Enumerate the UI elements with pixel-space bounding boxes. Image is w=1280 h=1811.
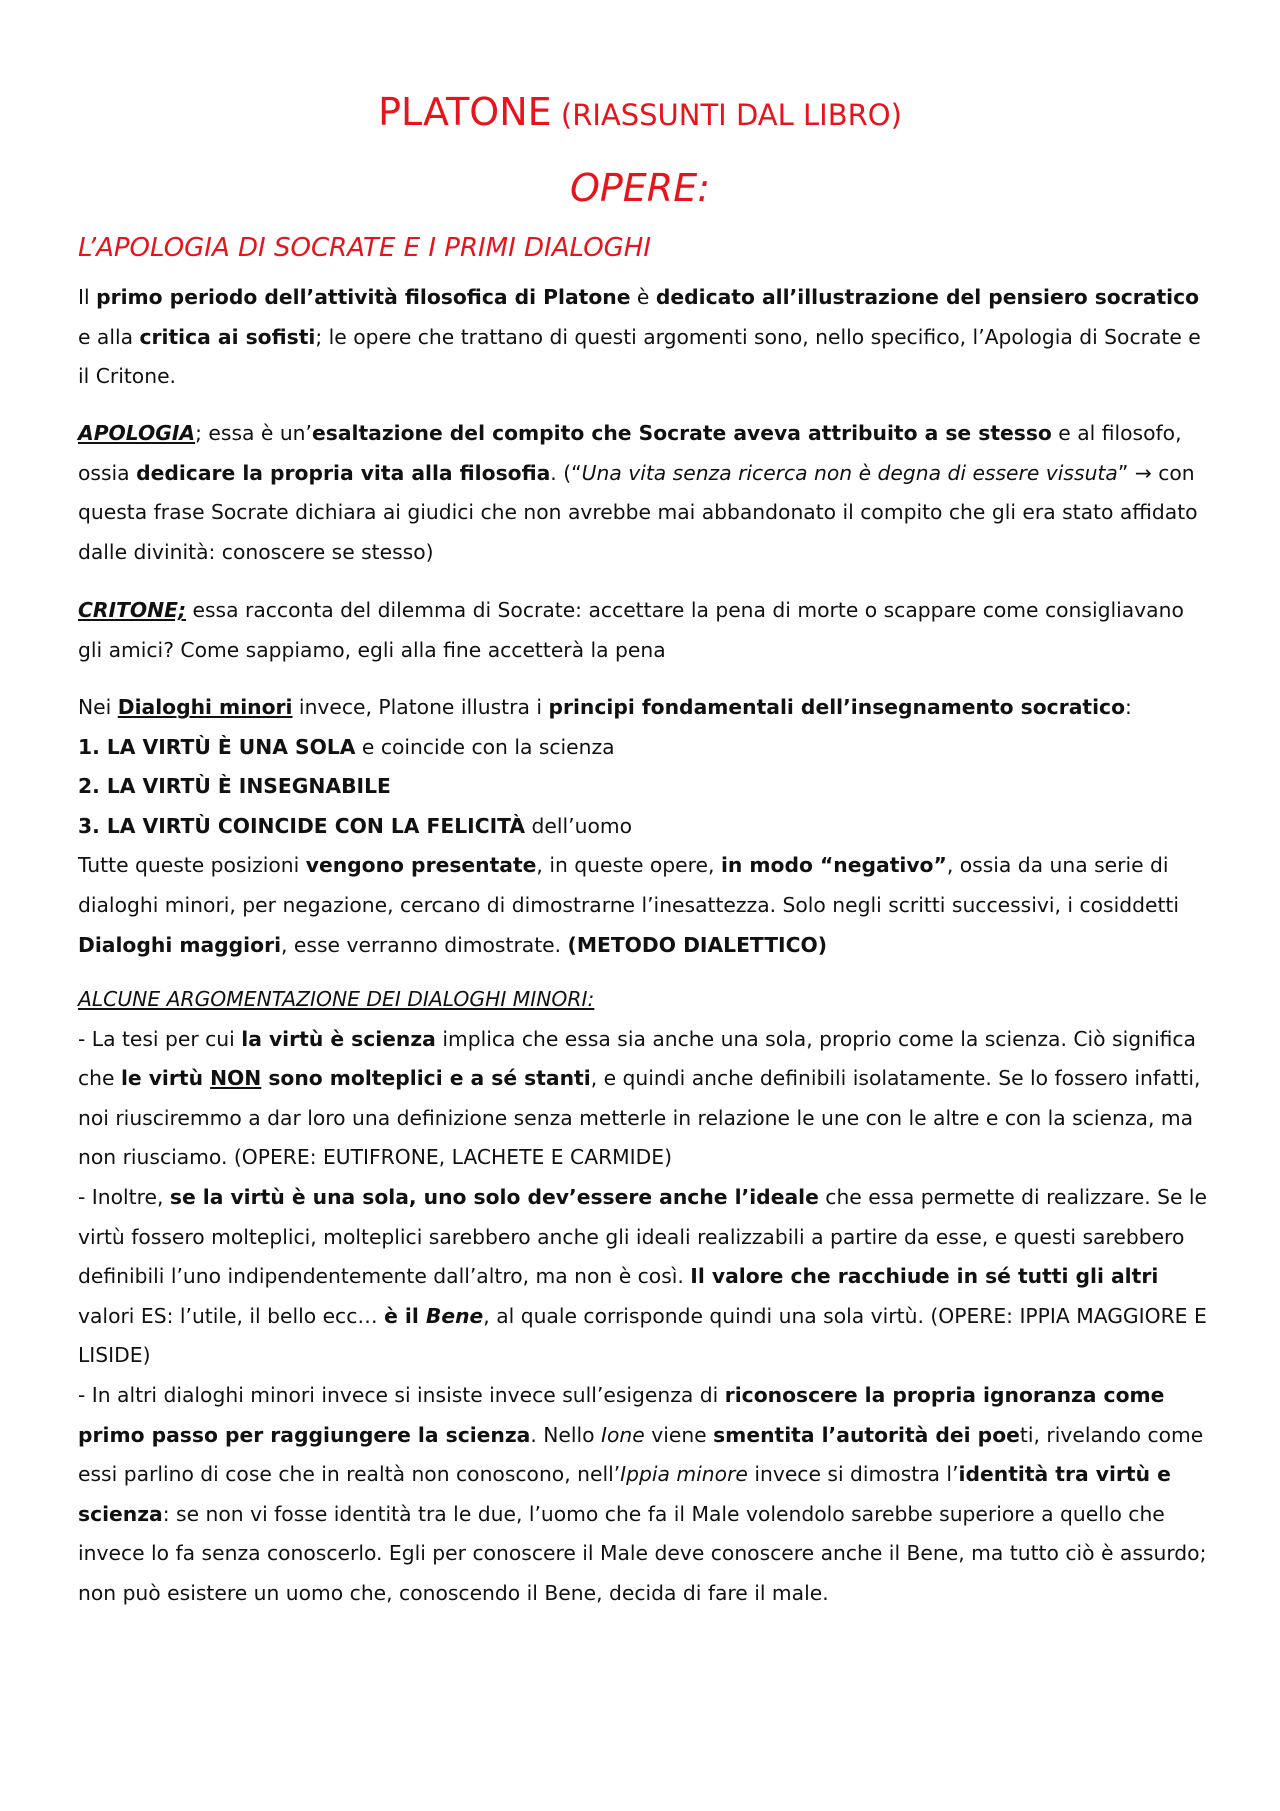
- argomentazioni-section: [78, 980, 1208, 1614]
- argomentazioni-heading: ALCUNE ARGOMENTAZIONE DEI DIALOGHI MINORI:: [78, 987, 595, 1011]
- dialoghi-summary: Tutte queste posizioni vengono presentate, in queste opere, in modo “negativo”, ossia da una serie di dialoghi minori, per negazione, cercano di dimostrarne l’inesattezza. Solo negli scritti successivi, i cosiddetti Dialoghi maggiori, esse verranno dimostrate. (METODO DIALETTICO): [78, 853, 1179, 957]
- critone-paragraph: CRITONE; essa racconta del dilemma di Socrate: accettare la pena di morte o scappare come consigliavano gli amici? Come sappiamo, egli alla fine accetterà la pena: [78, 598, 1184, 662]
- argomentazione-3: - In altri dialoghi minori invece si insiste invece sull’esigenza di riconoscere la propria ignoranza come primo passo per raggiungere la scienza. Nello Ione viene smentita l’autorità dei poeti, rivelando come essi parlino di cose che in realtà non conoscono, nell’Ippia minore invece si dimostra l’identità tra virtù e scienza: se non vi fosse identità tra le due, l’uomo che fa il Male volendolo sarebbe superiore a quello che invece lo fa senza conoscerlo. Egli per conoscere il Male deve conoscere anche il Bene, ma tutto ciò è assurdo; non può esistere un uomo che, conoscendo il Bene, decida di fare il male.: [78, 1382, 1207, 1605]
- document-title: [0, 84, 1280, 143]
- principle-1: 1. LA VIRTÙ È UNA SOLA e coincide con la scienza: [78, 734, 615, 759]
- dialoghi-minori-term: Dialoghi minori: [117, 695, 293, 719]
- apologia-paragraph: APOLOGIA; essa è un’esaltazione del compito che Socrate aveva attribuito a se stesso e al filosofo, ossia dedicare la propria vita alla filosofia. (“Una vita senza ricerca non è degna di essere vissuta” → con questa frase Socrate dichiara ai giudici che non avrebbe mai abbandonato il compito che gli era stato affidato dalle divinità: conoscere se stesso): [78, 421, 1198, 564]
- section-subtitle-opere: OPERE:: [569, 166, 711, 210]
- section-heading-apologia: L’APOLOGIA DI SOCRATE E I PRIMI DIALOGHI: [78, 233, 652, 263]
- dialoghi-minori-paragraph: Nei Dialoghi minori invece, Platone illustra i principi fondamentali dell’insegnamento socratico: 1. LA VIRTÙ È UNA SOLA e coincide con la scienza 2. LA VIRTÙ È INSEGNABILE 3. LA VIRTÙ COINCIDE CON LA FELICITÀ dell’uomo Tutte queste posizioni vengono presentate, in queste opere, in modo “negativo”, ossia da una serie di dialoghi minori, per negazione, cercano di dimostrarne l’inesattezza. Solo negli scritti successivi, i cosiddetti Dialoghi maggiori, esse verranno dimostrate. (METODO DIALETTICO): [78, 688, 1208, 965]
- intro-paragraph: Il primo periodo dell’attività filosofica di Platone è dedicato all’illustrazione del pensiero socratico e alla critica ai sofisti; le opere che trattano di questi argomenti sono, nello specifico, l’Apologia di Socrate e il Critone.: [78, 285, 1201, 389]
- apologia-quote: Una vita senza ricerca non è degna di essere vissuta: [581, 460, 1118, 485]
- apologia-label: APOLOGIA: [78, 421, 196, 445]
- critone-label: CRITONE;: [78, 598, 187, 622]
- argomentazione-2: - Inoltre, se la virtù è una sola, uno solo dev’essere anche l’ideale che essa permette di realizzare. Se le virtù fossero molteplici, molteplici sarebbero anche gli ideali realizzabili a partire da esse, e questi sarebbero definibili l’uno indipendentemente dall’altro, ma non è così. Il valore che racchiude in sé tutti gli altri valori ES: l’utile, il bello ecc… è il Bene, al quale corrisponde quindi una sola virtù. (OPERE: IPPIA MAGGIORE E LISIDE): [78, 1184, 1208, 1368]
- argomentazione-1: - La tesi per cui la virtù è scienza implica che essa sia anche una sola, proprio come la scienza. Ciò significa che le virtù NON sono molteplici e a sé stanti, e quindi anche definibili isolatamente. Se lo fossero infatti, noi riusciremmo a dar loro una definizione senza metterle in relazione le une con le altre e con la scienza, ma non riusciamo. (OPERE: EUTIFRONE, LACHETE E CARMIDE): [78, 1026, 1201, 1170]
- title-main: PLATONE: [378, 90, 552, 134]
- principle-3: 3. LA VIRTÙ COINCIDE CON LA FELICITÀ dell’uomo: [78, 813, 633, 838]
- title-subtitle-parenthetical: (RIASSUNTI DAL LIBRO): [551, 98, 902, 132]
- principle-2: 2. LA VIRTÙ È INSEGNABILE: [78, 774, 391, 799]
